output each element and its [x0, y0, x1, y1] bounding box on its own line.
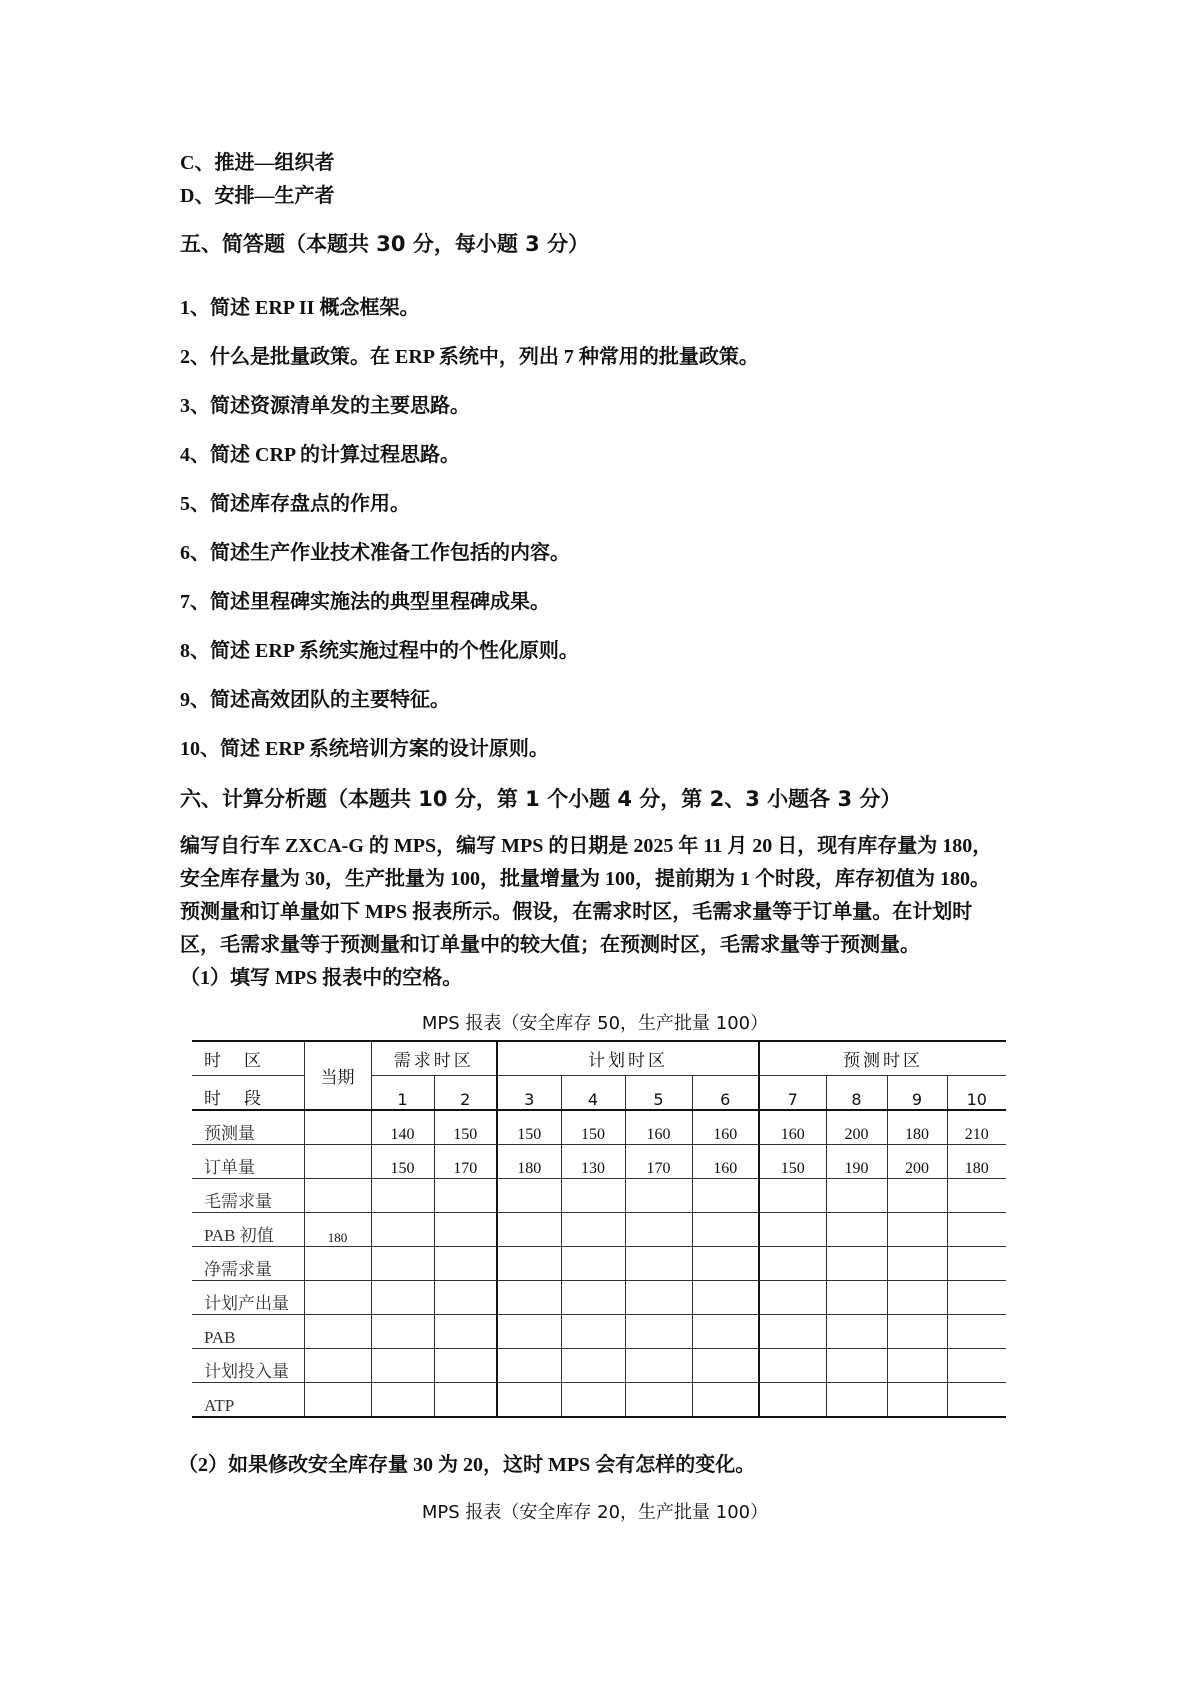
- zone-label: 时 区: [192, 1041, 304, 1076]
- forecast-zone-header: 预测时区: [759, 1041, 1006, 1076]
- table-cell: [434, 1213, 497, 1247]
- table-cell: [625, 1281, 692, 1315]
- period-number: 1: [371, 1076, 434, 1111]
- table-cell: [371, 1247, 434, 1281]
- period-label: 时 段: [192, 1076, 304, 1111]
- table-cell: [826, 1247, 887, 1281]
- table-row: [192, 1213, 1006, 1247]
- table-cell: [826, 1349, 887, 1383]
- table-cell: [947, 1315, 1006, 1349]
- current-cell: [304, 1110, 371, 1145]
- table-cell: 170: [434, 1145, 497, 1179]
- table-cell: [434, 1315, 497, 1349]
- question-item: 5、简述库存盘点的作用。: [180, 493, 410, 515]
- table-cell: [692, 1349, 759, 1383]
- table-cell: 130: [561, 1145, 625, 1179]
- table-cell: [371, 1179, 434, 1213]
- table-row: [192, 1383, 1006, 1418]
- question-item: 7、简述里程碑实施法的典型里程碑成果。: [180, 591, 550, 613]
- table-cell: [561, 1281, 625, 1315]
- table-cell: 140: [371, 1110, 434, 1145]
- current-period-header: 当期: [304, 1041, 371, 1110]
- table-cell: [826, 1315, 887, 1349]
- table-cell: 190: [826, 1145, 887, 1179]
- table-row: [192, 1247, 1006, 1281]
- question-item: 2、什么是批量政策。在 ERP 系统中，列出 7 种常用的批量政策。: [180, 346, 759, 368]
- table-cell: 160: [692, 1110, 759, 1145]
- table-cell: [947, 1179, 1006, 1213]
- current-cell: [304, 1247, 371, 1281]
- table-cell: 150: [759, 1145, 826, 1179]
- table-cell: [497, 1281, 561, 1315]
- table-cell: 150: [561, 1110, 625, 1145]
- paragraph-line: 预测量和订单量如下 MPS 报表所示。假设，在需求时区，毛需求量等于订单量。在计划时: [180, 901, 973, 923]
- plan-zone-header: 计划时区: [497, 1041, 759, 1076]
- period-number: 9: [887, 1076, 947, 1111]
- current-cell: [304, 1383, 371, 1418]
- table-cell: [759, 1349, 826, 1383]
- current-cell: [304, 1349, 371, 1383]
- table-cell: [561, 1179, 625, 1213]
- table-cell: [759, 1281, 826, 1315]
- table-cell: [625, 1383, 692, 1418]
- table-cell: [497, 1247, 561, 1281]
- table-cell: [497, 1315, 561, 1349]
- current-cell: 180: [304, 1213, 371, 1247]
- table-cell: 180: [887, 1110, 947, 1145]
- question-item: 4、简述 CRP 的计算过程思路。: [180, 444, 460, 466]
- period-number: 6: [692, 1076, 759, 1111]
- table-cell: [692, 1213, 759, 1247]
- row-label: 毛需求量: [192, 1179, 304, 1213]
- table-cell: 210: [947, 1110, 1006, 1145]
- table-cell: [625, 1315, 692, 1349]
- table-cell: [561, 1315, 625, 1349]
- table-cell: [692, 1179, 759, 1213]
- row-label: 净需求量: [192, 1247, 304, 1281]
- current-cell: [304, 1145, 371, 1179]
- table-cell: [371, 1281, 434, 1315]
- table-cell: [759, 1213, 826, 1247]
- table-cell: [434, 1247, 497, 1281]
- section5-title: 五、简答题（本题共 30 分，每小题 3 分）: [180, 232, 590, 256]
- table-cell: [826, 1213, 887, 1247]
- table-cell: 160: [759, 1110, 826, 1145]
- table-cell: [759, 1315, 826, 1349]
- table-cell: [887, 1179, 947, 1213]
- table-cell: [561, 1213, 625, 1247]
- table-cell: 180: [497, 1145, 561, 1179]
- period-number: 10: [947, 1076, 1006, 1111]
- mps-body: [192, 1110, 1006, 1417]
- table-cell: [887, 1315, 947, 1349]
- mps-table-2-caption: MPS 报表（安全库存 20，生产批量 100）: [421, 1502, 769, 1523]
- row-label: 计划投入量: [192, 1349, 304, 1383]
- choice-d: D、安排—生产者: [180, 185, 335, 207]
- row-label: PAB 初值: [192, 1213, 304, 1247]
- mps-header-zone-row: [192, 1041, 1006, 1076]
- table-cell: [371, 1213, 434, 1247]
- paragraph-line: 编写自行车 ZXCA-G 的 MPS，编写 MPS 的日期是 2025 年 11 月 20 日，现有库存量为 180，: [180, 835, 993, 857]
- paragraph-line: 区，毛需求量等于预测量和订单量中的较大值；在预测时区，毛需求量等于预测量。: [180, 934, 920, 956]
- question-item: 1、简述 ERP II 概念框架。: [180, 297, 420, 319]
- table-cell: [692, 1281, 759, 1315]
- question-item: 3、简述资源清单发的主要思路。: [180, 395, 470, 417]
- period-number: 2: [434, 1076, 497, 1111]
- table-cell: [947, 1281, 1006, 1315]
- period-number: 5: [625, 1076, 692, 1111]
- table-cell: [497, 1383, 561, 1418]
- table-cell: [947, 1383, 1006, 1418]
- table-cell: [887, 1213, 947, 1247]
- row-label: 订单量: [192, 1145, 304, 1179]
- table-cell: [561, 1383, 625, 1418]
- sub-question-1: （1）填写 MPS 报表中的空格。: [180, 967, 463, 989]
- table-cell: [947, 1213, 1006, 1247]
- question-item: 6、简述生产作业技术准备工作包括的内容。: [180, 542, 570, 564]
- table-cell: [887, 1281, 947, 1315]
- table-cell: [371, 1315, 434, 1349]
- table-cell: [826, 1179, 887, 1213]
- row-label: PAB: [192, 1315, 304, 1349]
- table-cell: [947, 1349, 1006, 1383]
- table-cell: [625, 1349, 692, 1383]
- table-cell: [826, 1383, 887, 1418]
- table-cell: [371, 1349, 434, 1383]
- table-cell: [692, 1315, 759, 1349]
- mps-table-caption: MPS 报表（安全库存 50，生产批量 100）: [421, 1013, 769, 1034]
- table-cell: [625, 1213, 692, 1247]
- table-cell: 150: [371, 1145, 434, 1179]
- sub-question-2: （2）如果修改安全库存量 30 为 20，这时 MPS 会有怎样的变化。: [178, 1454, 756, 1476]
- table-cell: [887, 1247, 947, 1281]
- table-cell: [561, 1247, 625, 1281]
- table-cell: 160: [692, 1145, 759, 1179]
- table-cell: [759, 1247, 826, 1281]
- table-cell: [625, 1247, 692, 1281]
- table-cell: [692, 1247, 759, 1281]
- section6-paragraph: [180, 830, 1020, 995]
- table-row: [192, 1179, 1006, 1213]
- table-cell: 200: [887, 1145, 947, 1179]
- table-cell: [887, 1383, 947, 1418]
- table-row: [192, 1315, 1006, 1349]
- period-number: 3: [497, 1076, 561, 1111]
- table-cell: 170: [625, 1145, 692, 1179]
- table-cell: [497, 1179, 561, 1213]
- table-cell: [434, 1349, 497, 1383]
- table-row: [192, 1281, 1006, 1315]
- question-item: 8、简述 ERP 系统实施过程中的个性化原则。: [180, 640, 579, 662]
- period-number: 8: [826, 1076, 887, 1111]
- choice-c: C、推进—组织者: [180, 152, 335, 174]
- table-cell: [561, 1349, 625, 1383]
- current-cell: [304, 1315, 371, 1349]
- table-cell: [625, 1179, 692, 1213]
- table-cell: [497, 1349, 561, 1383]
- period-number: 7: [759, 1076, 826, 1111]
- table-cell: [371, 1383, 434, 1418]
- table-cell: [434, 1281, 497, 1315]
- table-cell: [434, 1383, 497, 1418]
- table-cell: [497, 1213, 561, 1247]
- table-row: [192, 1145, 1006, 1179]
- mps-table: [192, 1040, 1006, 1418]
- demand-zone-header: 需求时区: [371, 1041, 497, 1076]
- period-number: 4: [561, 1076, 625, 1111]
- table-row: [192, 1349, 1006, 1383]
- section6-title: 六、计算分析题（本题共 10 分，第 1 个小题 4 分，第 2、3 小题各 3 分）: [180, 787, 902, 811]
- paragraph-line: 安全库存量为 30，生产批量为 100，批量增量为 100，提前期为 1 个时段，库存初值为 180。: [180, 868, 990, 890]
- row-label: 预测量: [192, 1110, 304, 1145]
- table-cell: [434, 1179, 497, 1213]
- table-cell: 200: [826, 1110, 887, 1145]
- table-cell: 160: [625, 1110, 692, 1145]
- table-cell: [759, 1383, 826, 1418]
- table-cell: 150: [497, 1110, 561, 1145]
- question-item: 10、简述 ERP 系统培训方案的设计原则。: [180, 738, 549, 760]
- table-cell: [887, 1349, 947, 1383]
- row-label: ATP: [192, 1383, 304, 1418]
- question-item: 9、简述高效团队的主要特征。: [180, 689, 450, 711]
- table-cell: 180: [947, 1145, 1006, 1179]
- table-cell: [759, 1179, 826, 1213]
- table-cell: [692, 1383, 759, 1418]
- current-cell: [304, 1281, 371, 1315]
- table-cell: 150: [434, 1110, 497, 1145]
- table-cell: [826, 1281, 887, 1315]
- table-row: [192, 1110, 1006, 1145]
- row-label: 计划产出量: [192, 1281, 304, 1315]
- table-cell: [947, 1247, 1006, 1281]
- current-cell: [304, 1179, 371, 1213]
